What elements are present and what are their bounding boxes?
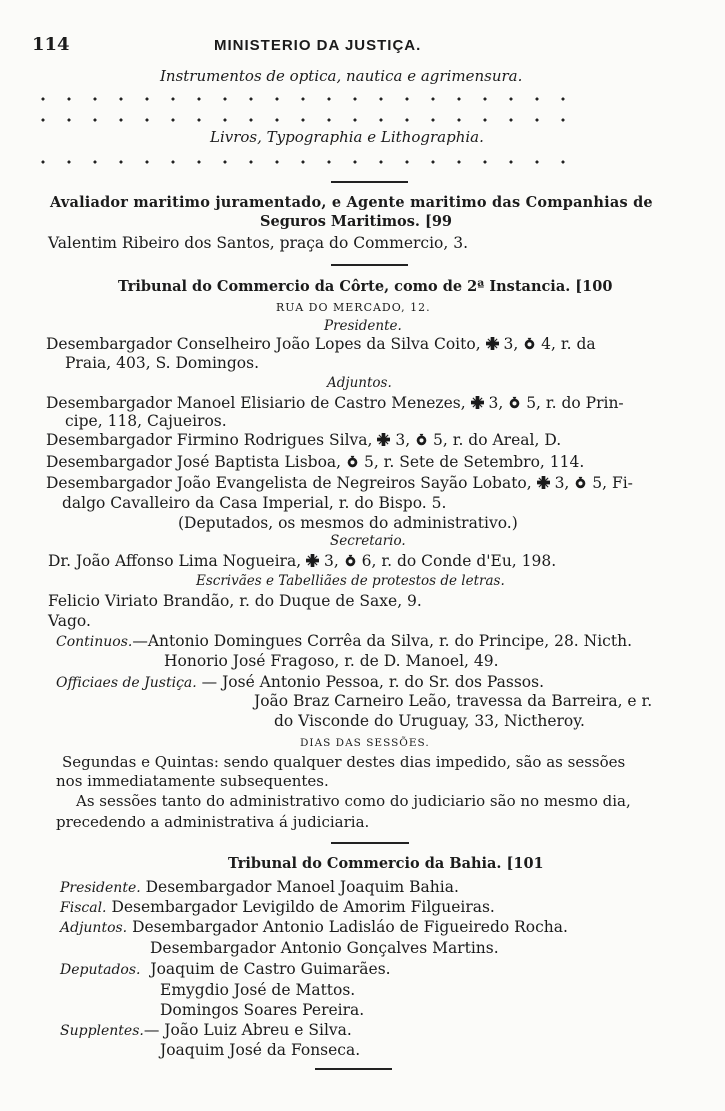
order-cross-icon <box>486 337 499 350</box>
role-label: Escrivães e Tabelliães de protestos de letras. <box>196 573 505 589</box>
member-entry-cont: Emygdio José de Mattos. <box>160 981 356 999</box>
member-entry: Desembargador João Evangelista de Negreiros Sayão Lobato, 3, 5, Fi- <box>46 474 633 492</box>
paragraph: As sessões tanto do administrativo como do judiciario são no mesmo dia, <box>76 792 631 810</box>
member-entry-cont: Domingos Soares Pereira. <box>160 1001 365 1019</box>
leader-dots <box>30 118 575 122</box>
section-99-title-cont: Seguros Maritimos. [99 <box>260 213 453 230</box>
member-entry: Fiscal. Desembargador Levigildo de Amorim Filgueiras. <box>60 898 495 916</box>
order-rose-icon <box>346 455 359 468</box>
member-entry-cont: cipe, 118, Cajueiros. <box>65 412 227 430</box>
section-divider <box>331 181 408 183</box>
address: RUA DO MERCADO, 12. <box>276 301 431 314</box>
member-entry: Desembargador José Baptista Lisboa, 5, r. Sete de Setembro, 114. <box>46 453 585 471</box>
member-entry: Officiaes de Justiça. — José Antonio Pessoa, r. do Sr. dos Passos. <box>56 673 545 691</box>
section-99-title: Avaliador maritimo juramentado, e Agente maritimo das Companhias de <box>50 194 653 211</box>
role-label: Adjuntos. <box>327 375 392 391</box>
section-title-instruments: Instrumentos de optica, nautica e agrimensura. <box>160 67 523 85</box>
entry: Valentim Ribeiro dos Santos, praça do Commercio, 3. <box>48 234 469 252</box>
order-cross-icon <box>471 396 484 409</box>
member-entry: Desembargador Firmino Rodrigues Silva, 3, 5, r. do Areal, D. <box>46 431 562 449</box>
leader-dots <box>30 160 575 164</box>
section-divider <box>331 264 408 266</box>
order-rose-icon <box>344 554 357 567</box>
page-number: 114 <box>32 34 70 55</box>
member-entry-cont: Honorio José Fragoso, r. de D. Manoel, 49. <box>164 652 499 670</box>
role-label: Presidente. <box>324 318 402 334</box>
paragraph: Segundas e Quintas: sendo qualquer destes dias impedido, são as sessões <box>62 753 626 771</box>
paragraph: precedendo a administrativa á judiciaria. <box>56 813 370 831</box>
order-cross-icon <box>537 476 550 489</box>
member-entry-cont: Joaquim José da Fonseca. <box>160 1041 361 1059</box>
member-entry: Desembargador Conselheiro João Lopes da Silva Coito, 3, 4, r. da <box>46 335 596 353</box>
member-entry: Continuos.—Antonio Domingues Corrêa da Silva, r. do Principe, 28. Nicth. <box>56 632 632 650</box>
member-entry: Dr. João Affonso Lima Nogueira, 3, 6, r. do Conde d'Eu, 198. <box>48 552 557 570</box>
section-title-books: Livros, Typographia e Lithographia. <box>210 128 484 146</box>
order-rose-icon <box>523 337 536 350</box>
role-label: Secretario. <box>330 533 406 549</box>
order-rose-icon <box>415 433 428 446</box>
member-entry-cont: João Braz Carneiro Leão, travessa da Barreira, e r. <box>254 692 653 710</box>
member-entry: Supplentes.— João Luiz Abreu e Silva. <box>60 1021 352 1039</box>
member-entry: Presidente. Desembargador Manoel Joaquim Bahia. <box>60 878 459 896</box>
order-cross-icon <box>306 554 319 567</box>
member-entry: Felicio Viriato Brandão, r. do Duque de Saxe, 9. <box>48 592 422 610</box>
deputados-note: (Deputados, os mesmos do administrativo.) <box>178 514 518 532</box>
section-divider <box>315 1068 392 1070</box>
order-rose-icon <box>574 476 587 489</box>
order-rose-icon <box>508 396 521 409</box>
order-cross-icon <box>377 433 390 446</box>
member-entry-cont: dalgo Cavalleiro da Casa Imperial, r. do Bispo. 5. <box>62 494 447 512</box>
leader-dots <box>30 97 575 101</box>
member-entry-cont: Desembargador Antonio Gonçalves Martins. <box>150 939 499 957</box>
sessions-heading: DIAS DAS SESSÕES. <box>300 737 430 749</box>
member-entry: Vago. <box>48 612 91 630</box>
section-101-title: Tribunal do Commercio da Bahia. [101 <box>228 855 544 872</box>
running-title: MINISTERIO DA JUSTIÇA. <box>214 37 422 54</box>
paragraph: nos immediatamente subsequentes. <box>56 772 329 790</box>
section-divider <box>331 842 409 844</box>
member-entry-cont: do Visconde do Uruguay, 33, Nictheroy. <box>274 712 585 730</box>
member-entry: Desembargador Manoel Elisiario de Castro Menezes, 3, 5, r. do Prin- <box>46 394 624 412</box>
member-entry: Adjuntos. Desembargador Antonio Ladisláo de Figueiredo Rocha. <box>60 918 568 936</box>
member-entry-cont: Praia, 403, S. Domingos. <box>65 354 260 372</box>
member-entry: Deputados. Joaquim de Castro Guimarães. <box>60 960 391 978</box>
section-100-title: Tribunal do Commercio da Côrte, como de 2ª Instancia. [100 <box>118 278 613 295</box>
